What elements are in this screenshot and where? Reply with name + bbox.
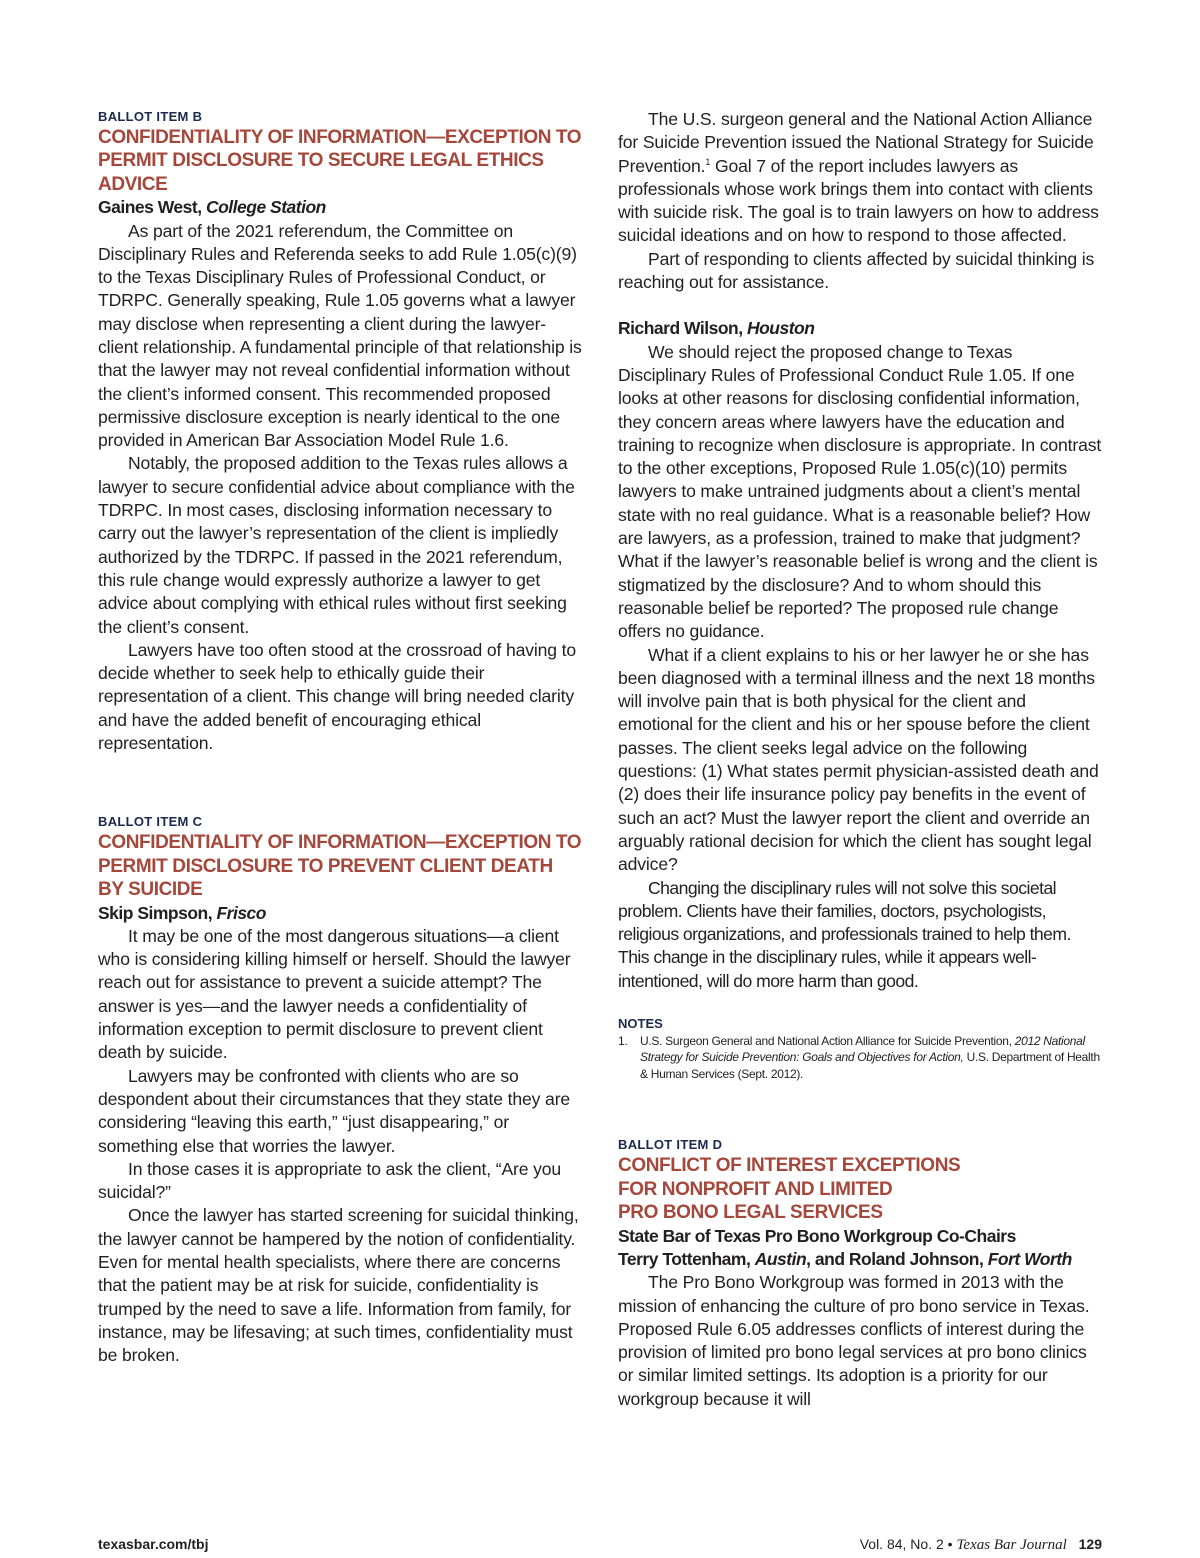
author-city: Fort Worth bbox=[987, 1249, 1072, 1269]
body-paragraph: As part of the 2021 referendum, the Committee on Disciplinary Rules and Referenda seeks to add Rule 1.05(c)(9) to the Texas Disciplinary Rules of Professional Conduct, or TDRPC. Generally speaking, Rule 1.05 governs what a lawyer may disclose when representing a client during the lawyer-client relationship. A fundamental principle of that relationship is that the lawyer may not reveal confidential information without the client’s informed consent. This recommended proposed permissive disclosure exception is nearly identical to the one provided in American Bar Association Model Rule 1.6. bbox=[98, 220, 582, 451]
ballot-item-c-label: BALLOT ITEM C bbox=[98, 814, 203, 830]
author-city: Frisco bbox=[216, 902, 266, 923]
ballot-item-d-title-line: CONFLICT OF INTEREST EXCEPTIONS bbox=[618, 1155, 961, 1177]
footer-bullet: • bbox=[947, 1536, 953, 1552]
ballot-item-b-byline bbox=[98, 196, 582, 219]
wilson-byline bbox=[618, 317, 1102, 340]
author-name: Richard Wilson, bbox=[618, 318, 743, 339]
paragraph-text: The U.S. surgeon general and the National Action Alliance for Suicide Prevention issued the National Strategy for Suicide Prevention. bbox=[618, 109, 1094, 176]
ballot-item-d-title-line: PRO BONO LEGAL SERVICES bbox=[618, 1202, 883, 1224]
author-name: Terry Tottenham, bbox=[618, 1249, 751, 1269]
body-paragraph: What if a client explains to his or her lawyer he or she has been diagnosed with a terminal illness and the next 18 months will involve pain that is both physical for the client and emotional for the client and his or her spouse before the client passes. The client seeks legal advice on the following questions: (1) What states permit physician-assisted death and (2) does their life insurance policy pay benefits in the event of such an act? Must the lawyer report the client and override an arguably rational decision for which the client has sought legal advice? bbox=[618, 644, 1099, 875]
author-name: Skip Simpson, bbox=[98, 902, 213, 923]
body-paragraph bbox=[618, 108, 1102, 248]
page-number: 129 bbox=[1078, 1536, 1102, 1552]
author-name: Roland Johnson, bbox=[848, 1249, 984, 1269]
ballot-item-d-byline-authors bbox=[618, 1248, 1102, 1271]
author-city: Austin bbox=[754, 1249, 807, 1269]
ballot-item-b-title: CONFIDENTIALITY OF INFORMATION—EXCEPTION TO PERMIT DISCLOSURE TO SECURE LEGAL ETHICS ADVICE bbox=[98, 127, 582, 195]
author-name: Gaines West, bbox=[98, 197, 202, 218]
footnote-text: U.S. Department of Health & Human Services (Sept. 2012). bbox=[640, 1050, 1100, 1081]
ballot-item-d bbox=[618, 1136, 1102, 1411]
ballot-item-d-label: BALLOT ITEM D bbox=[618, 1137, 723, 1153]
body-paragraph: Changing the disciplinary rules will not solve this societal problem. Clients have their families, doctors, psychologists, religious organizations, and professionals trained to help them. This change in the disciplinary rules, while it appears well-intentioned, will do more harm than good. bbox=[618, 877, 1071, 991]
footer-volume: Vol. 84, No. 2 bbox=[859, 1536, 944, 1552]
ballot-item-c bbox=[98, 813, 582, 1367]
footer-journal-name: Texas Bar Journal bbox=[956, 1537, 1067, 1553]
wilson-response bbox=[618, 317, 1102, 993]
body-paragraph: The Pro Bono Workgroup was formed in 2013 with the mission of enhancing the culture of pro bono service in Texas. Proposed Rule 6.05 addresses conflicts of interest during the provision of limited pro bono legal services at pro bono clinics or similar limited settings. Its adoption is a priority for our workgroup because it will bbox=[618, 1272, 1090, 1409]
footer-url[interactable]: texasbar.com/tbj bbox=[98, 1536, 209, 1552]
ballot-item-d-byline-group: State Bar of Texas Pro Bono Workgroup Co-Chairs bbox=[618, 1225, 1016, 1246]
left-column bbox=[98, 108, 582, 1368]
body-paragraph: It may be one of the most dangerous situations—a client who is considering killing himself or herself. Should the lawyer reach out for assistance to prevent a suicide attempt? The answer is yes—and the lawyer needs a confidentiality of information exception to permit disclosure to prevent client death by suicide. bbox=[98, 925, 571, 1063]
body-paragraph: Part of responding to clients affected by suicidal thinking is reaching out for assistance. bbox=[618, 248, 1095, 293]
ballot-item-c-continued bbox=[618, 108, 1102, 294]
body-paragraph: Lawyers have too often stood at the crossroad of having to decide whether to seek help to ethically guide their representation of a client. This change will bring needed clarity and have the added benefit of encouraging ethical representation. bbox=[98, 639, 577, 754]
footnote-text: U.S. Surgeon General and National Action Alliance for Suicide Prevention, bbox=[640, 1033, 1015, 1048]
paragraph-text: Goal 7 of the report includes lawyers as professionals whose work brings them into contact with clients with suicide risk. The goal is to train lawyers on how to address suicidal ideations and on how to respond to those affected. bbox=[618, 155, 1099, 246]
body-paragraph: We should reject the proposed change to Texas Disciplinary Rules of Professional Conduct Rule 1.05. If one looks at other reasons for disclosing confidential information, they concern areas where lawyers have the education and training to recognize when disclosure is appropriate. In contrast to the other exceptions, Proposed Rule 1.05(c)(10) permits lawyers to make untrained judgments about a client’s mental state with no real guidance. What is a reasonable belief? How are lawyers, as a profession, trained to make that judgment? What if the lawyer’s reasonable belief is wrong and the client is stigmatized by the disclosure? And to whom should this reasonable belief be reported? The proposed rule change offers no guidance. bbox=[618, 341, 1102, 642]
footnote-number: 1. bbox=[618, 1033, 628, 1048]
page-footer bbox=[98, 1536, 1102, 1558]
ballot-item-d-title-line: FOR NONPROFIT AND LIMITED bbox=[618, 1178, 893, 1200]
right-column bbox=[618, 108, 1102, 1411]
author-city: College Station bbox=[205, 197, 326, 218]
byline-conjunction: , and bbox=[806, 1249, 845, 1269]
footnote-title: 2012 National Strategy for Suicide Prevention: Goals and Objectives for Action, bbox=[640, 1033, 1085, 1065]
notes-label: NOTES bbox=[618, 1015, 663, 1031]
footnote-ref: 1 bbox=[705, 156, 711, 167]
body-paragraph: In those cases it is appropriate to ask the client, “Are you suicidal?” bbox=[98, 1158, 562, 1203]
ballot-item-b-label: BALLOT ITEM B bbox=[98, 109, 203, 124]
body-paragraph: Once the lawyer has started screening for suicidal thinking, the lawyer cannot be hampered by the notion of confidentiality. Even for mental health specialists, where there are concerns that the patient may be at risk for suicide, confidentiality is trumped by the need to save a life. Information from family, for instance, may be lifesaving; at such times, confidentiality must be broken. bbox=[98, 1205, 579, 1366]
body-paragraph: Lawyers may be confronted with clients who are so despondent about their circumstances that they state they are considering “leaving this earth,” “just disappearing,” or something else that worries the lawyer. bbox=[98, 1065, 571, 1156]
body-paragraph: Notably, the proposed addition to the Texas rules allows a lawyer to secure confidential advice about compliance with the TDRPC. In most cases, disclosing information necessary to carry out the lawyer’s representation of the client is impliedly authorized by the TDRPC. If passed in the 2021 referendum, this rule change would expressly authorize a lawyer to get advice about complying with ethical rules without first seeking the client’s consent. bbox=[98, 453, 575, 637]
ballot-item-c-title: CONFIDENTIALITY OF INFORMATION—EXCEPTION TO PERMIT DISCLOSURE TO PREVENT CLIENT DEATH BY SUICIDE bbox=[98, 832, 582, 901]
notes-section bbox=[618, 1015, 1102, 1083]
author-city: Houston bbox=[746, 318, 815, 339]
ballot-item-c-byline bbox=[98, 902, 582, 925]
ballot-item-b bbox=[98, 108, 582, 755]
footer-issue-info bbox=[860, 1536, 1102, 1554]
footnote bbox=[618, 1033, 1102, 1083]
